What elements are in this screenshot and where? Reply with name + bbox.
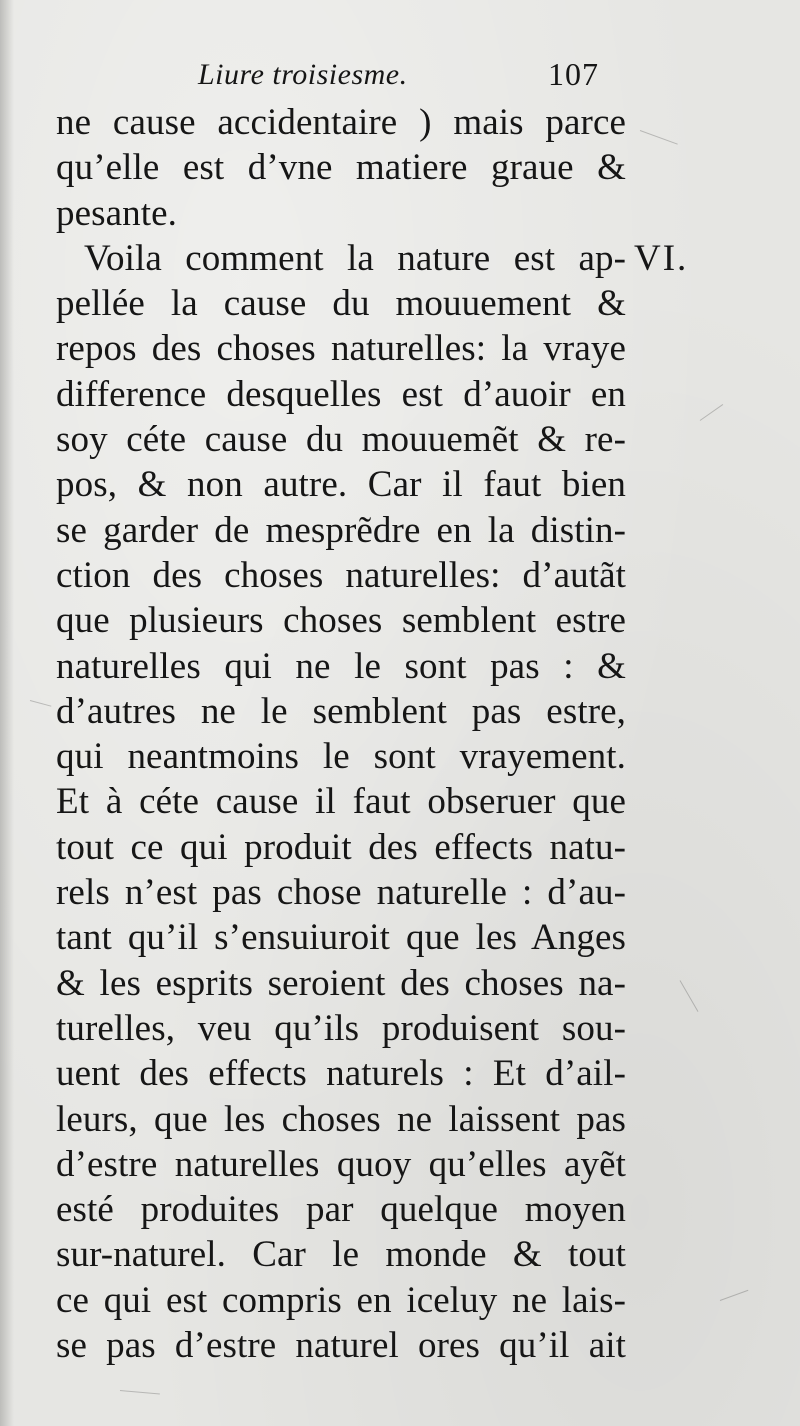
text-line: esté produites par quelque moyen [56,1189,626,1231]
text-line: pos, & non autre. Car il faut bien [56,464,626,506]
text-line: se pas d’estre naturel ores qu’il ait [56,1325,626,1367]
marginal-section-number: VI. [634,238,689,279]
paper-fiber [680,980,699,1012]
text-line: pesante. [56,192,177,234]
text-line: naturelles qui ne le sont pas : & [56,645,626,687]
text-line: ction des choses naturelles: d’autãt [56,554,626,596]
text-line: d’autres ne le semblent pas estre, [56,690,626,732]
page-edge-shadow [0,0,14,1426]
text-line: tout ce qui produit des effects natu- [56,826,626,868]
text-line: rels n’est pas chose naturelle : d’au- [56,872,626,914]
text-line: pellée la cause du mouuement & [56,283,626,325]
text-line: leurs, que les choses ne laissent pas [56,1098,626,1140]
text-line: & les esprits seroient des choses na- [56,962,626,1004]
text-line: Voila comment la nature est ap- [84,237,626,279]
text-line: que plusieurs choses semblent estre [56,600,626,642]
text-line: se garder de mesprẽdre en la distin- [56,509,626,551]
paper-fiber [720,1290,749,1301]
page-number: 107 [548,56,599,92]
text-line: uent des effects naturels : Et d’ail- [56,1053,626,1095]
text-line: tant qu’il s’ensuiuroit que les Anges [56,917,626,959]
paper-fiber [30,700,52,707]
text-line: repos des choses naturelles: la vraye [56,328,626,370]
text-line: qui neantmoins le sont vrayement. [56,736,626,778]
text-line: ce qui est compris en iceluy ne lais- [56,1279,626,1321]
text-line: d’estre naturelles quoy qu’elles ayẽt [56,1143,626,1185]
text-line: soy céte cause du mouuemẽt & re- [56,419,626,461]
paper-fiber [120,1390,160,1394]
text-line: ne cause accidentaire ) mais parce [56,102,626,143]
text-line: Et à céte cause il faut obseruer que [56,781,626,823]
page-header [0,54,800,96]
body-text [56,100,626,1368]
text-line: qu’elle est d’vne matiere graue & [56,147,626,189]
text-line: turelles, veu qu’ils produisent sou- [56,1007,626,1049]
paper-fiber [700,404,724,421]
text-line: difference desquelles est d’auoir en [56,373,626,415]
text-line: sur-naturel. Car le monde & tout [56,1234,626,1276]
running-title: Liure troisiesme. [198,58,408,91]
paper-fiber [640,130,678,145]
